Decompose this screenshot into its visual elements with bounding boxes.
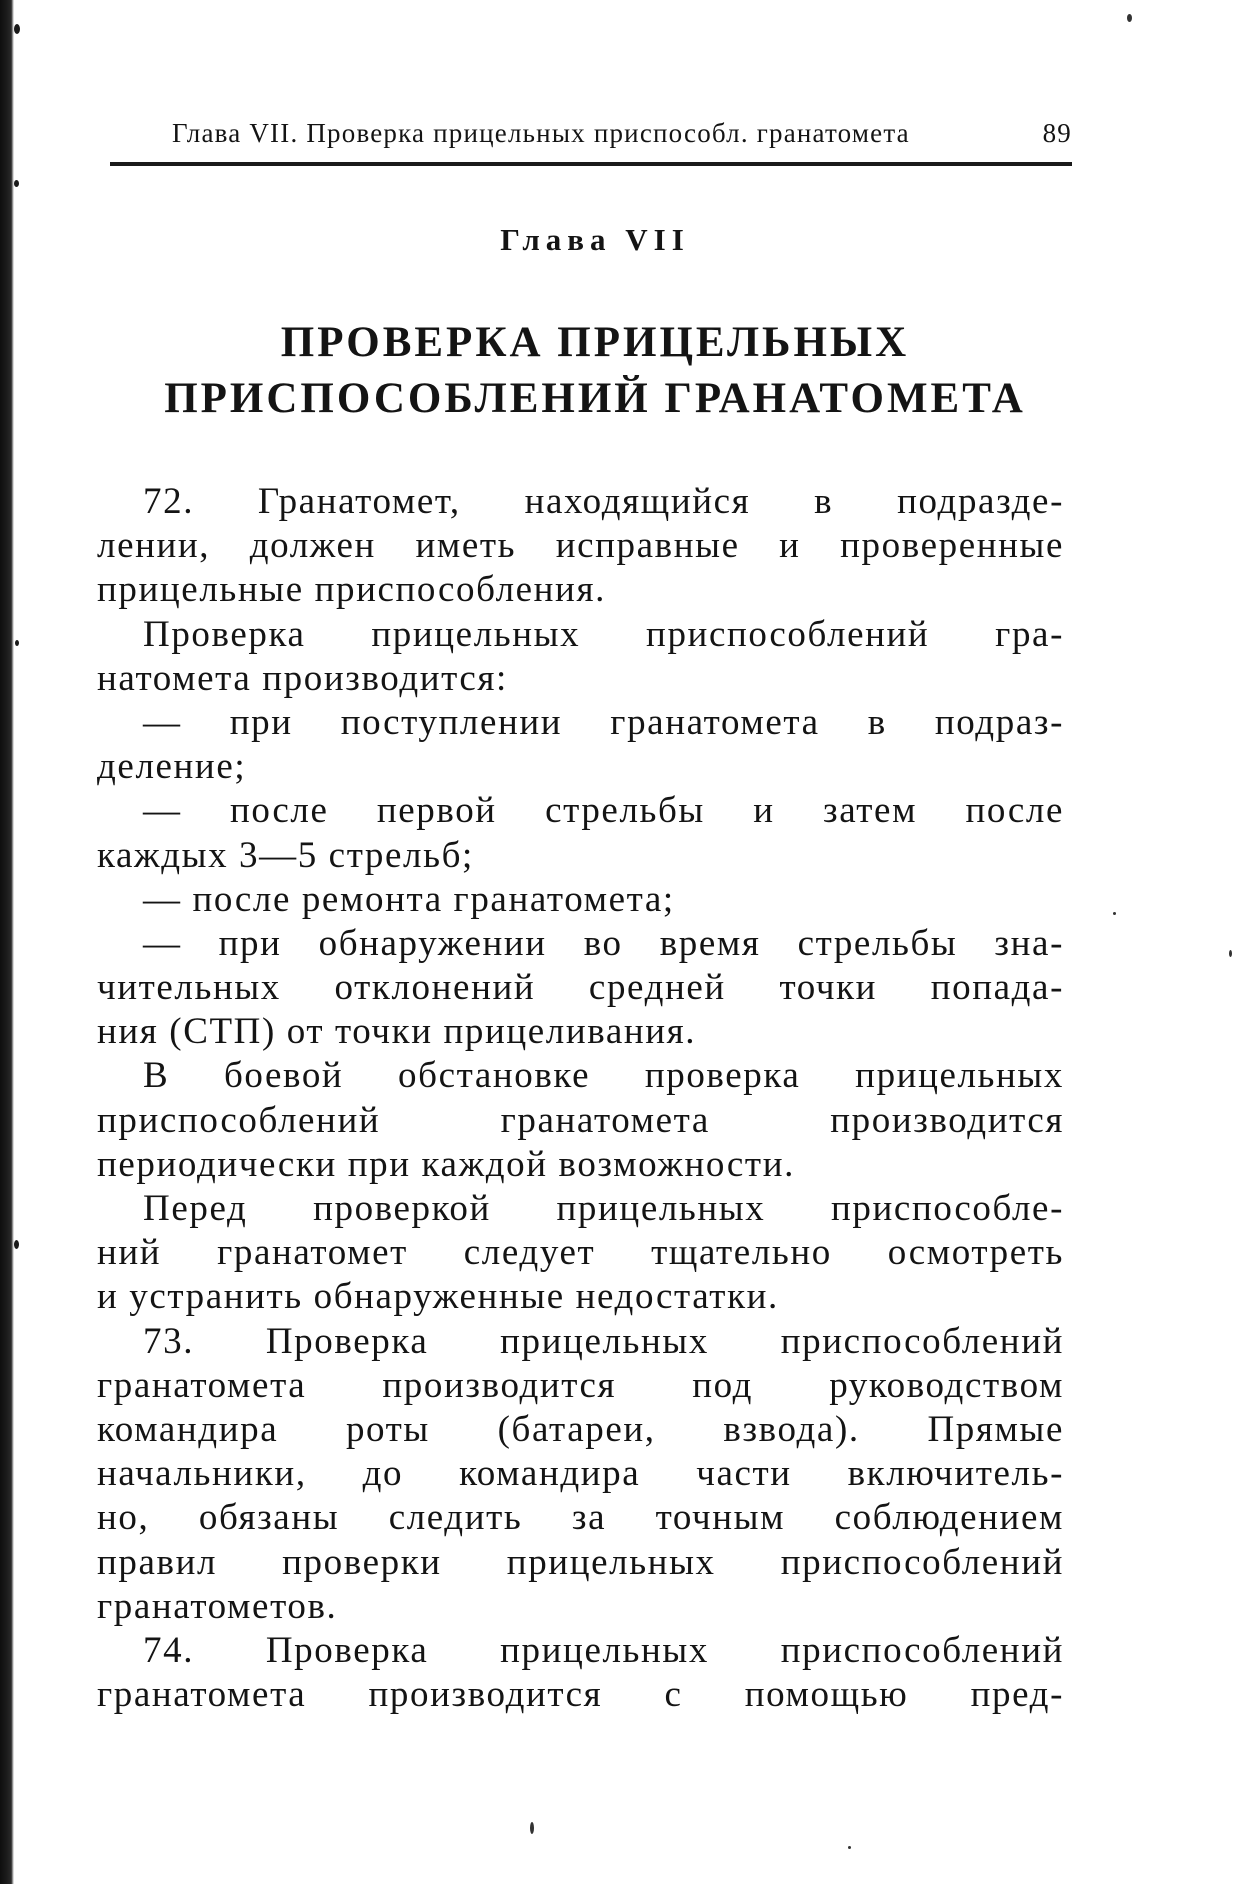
scan-speck <box>14 180 19 187</box>
chapter-title-line: ПРОВЕРКА ПРИЦЕЛЬНЫХ <box>280 319 910 366</box>
scan-dust <box>1127 14 1132 22</box>
scan-dust <box>848 1846 851 1849</box>
scan-dust <box>530 1822 534 1834</box>
scan-dust <box>1229 950 1232 957</box>
scan-speck <box>14 24 20 34</box>
text-line: Проверка прицельных приспособлений гра- <box>143 613 1064 655</box>
text-line: Перед проверкой прицельных приспособле- <box>143 1188 1064 1229</box>
text-line: натомета производится: <box>97 657 508 699</box>
text-line: ний гранатомет следует тщательно осмотреть <box>97 1232 1064 1274</box>
text-line: — после ремонта гранатомета; <box>143 878 675 920</box>
body-text <box>97 480 1064 1717</box>
text-line: приспособлений гранатомета производится <box>97 1099 1064 1141</box>
scan-binding-edge <box>0 0 14 1884</box>
text-line: правил проверки прицельных приспособлений <box>97 1541 1064 1583</box>
text-line: 72. Гранатомет, находящийся в подразде- <box>143 481 1064 522</box>
text-line: ния (СТП) от точки прицеливания. <box>97 1011 697 1053</box>
text-line: гранатомета производится с помощью пред- <box>97 1674 1064 1716</box>
header-rule <box>110 162 1072 166</box>
running-head <box>110 118 1072 158</box>
text-line: лении, должен иметь исправные и проверенные <box>97 525 1064 567</box>
text-line: командира роты (батареи, взвода). Прямые <box>97 1408 1064 1450</box>
scan-dust <box>1113 912 1116 915</box>
text-line: — при поступлении гранатомета в подраз- <box>143 701 1064 743</box>
chapter-label: Глава VII <box>500 222 690 257</box>
text-line: начальники, до командира части включитель- <box>97 1453 1064 1495</box>
text-line: деление; <box>97 746 247 788</box>
text-line: прицельные приспособления. <box>97 569 606 611</box>
text-line: В боевой обстановке проверка прицельных <box>143 1055 1064 1097</box>
chapter-title-line: ПРИСПОСОБЛЕНИЙ ГРАНАТОМЕТА <box>164 375 1026 422</box>
running-head-chapter: Глава VII. Проверка прицельных приспособл. гранатомета <box>172 118 910 148</box>
text-line: гранатомета производится под руководством <box>97 1364 1064 1406</box>
text-line: — после первой стрельбы и затем после <box>143 790 1064 832</box>
text-line: и устранить обнаруженные недостатки. <box>97 1276 779 1318</box>
text-line: — при обнаружении во время стрельбы зна- <box>143 922 1064 964</box>
chapter-title <box>0 315 1190 427</box>
text-line: чительных отклонений средней точки попада- <box>97 967 1064 1009</box>
page-number: 89 <box>1042 118 1072 148</box>
text-line: 74. Проверка прицельных приспособлений <box>143 1629 1064 1671</box>
text-line: но, обязаны следить за точным соблюдением <box>97 1497 1064 1539</box>
text-line: каждых 3—5 стрельб; <box>97 834 474 876</box>
scan-speck <box>14 1240 19 1249</box>
text-line: 73. Проверка прицельных приспособлений <box>143 1320 1064 1362</box>
scan-speck <box>15 640 19 646</box>
text-line: периодически при каждой возможности. <box>97 1143 795 1185</box>
text-line: гранатометов. <box>97 1585 338 1627</box>
